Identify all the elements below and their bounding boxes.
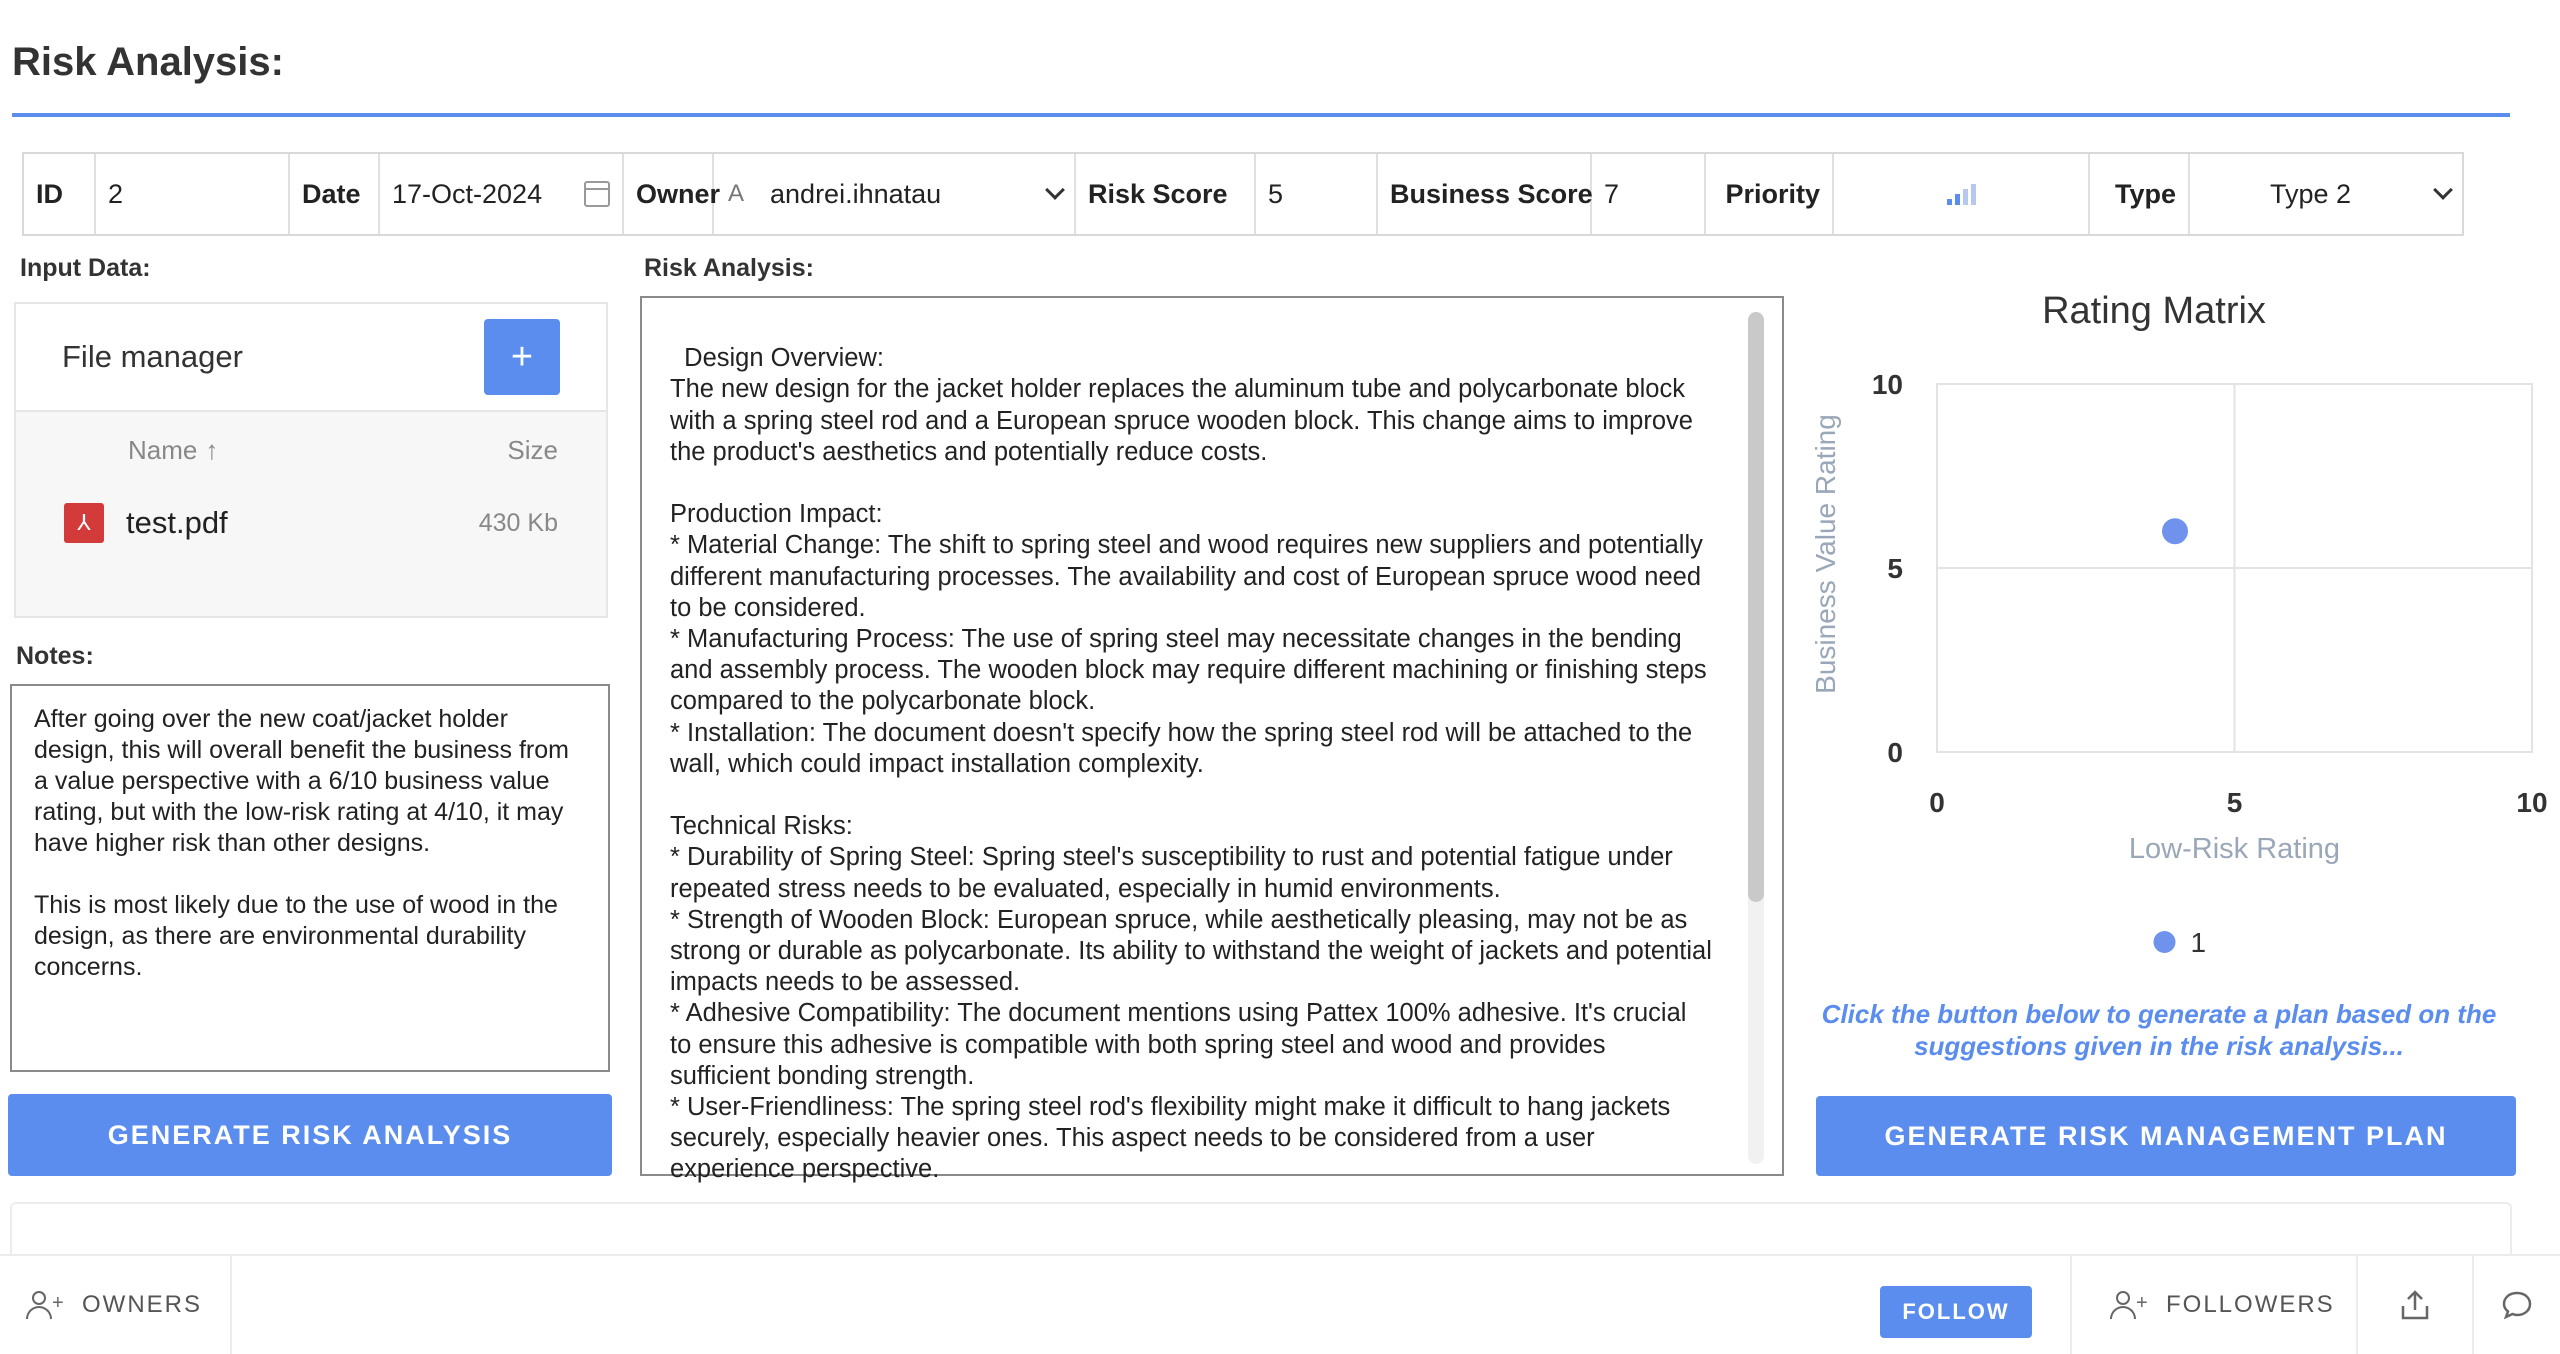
name-column-header[interactable]: Name ↑ [128,434,219,465]
x-tick-label: 5 [2226,787,2243,818]
generate-risk-management-plan-button[interactable]: GENERATE RISK MANAGEMENT PLAN [1816,1096,2516,1176]
id-value: 2 [96,154,290,234]
chart-title: Rating Matrix [2042,290,2266,332]
generate-risk-analysis-button[interactable]: GENERATE RISK ANALYSIS [8,1094,612,1176]
priority-bars-icon [1947,183,1976,205]
owners-label: OWNERS [82,1291,202,1318]
risk-analysis-label: Risk Analysis: [644,254,814,282]
business-score-value: 7 [1592,154,1706,234]
add-person-icon: + [2110,1291,2140,1319]
date-value: 17-Oct-2024 [392,178,543,209]
notes-label: Notes: [16,642,94,670]
x-axis-label: Low-Risk Rating [2128,833,2341,865]
owner-label: Owner [624,154,714,234]
data-point[interactable] [2162,518,2188,544]
y-tick-label: 5 [1887,553,1903,584]
owners-button[interactable] [26,1256,202,1354]
date-field[interactable] [380,154,624,234]
y-axis-label: Business Value Rating [1810,414,1841,694]
page-title: Risk Analysis: [12,40,284,84]
plan-hint-text: Click the button below to generate a plan based on the suggestions given in the risk analysis... [1821,999,2497,1061]
id-label: ID [24,154,96,234]
scrollbar-thumb[interactable] [1748,312,1764,902]
size-column-header[interactable]: Size [507,434,558,465]
owner-value: andrei.ihnatau [770,178,942,209]
file-row[interactable] [16,488,606,558]
x-tick-label: 10 [2516,787,2548,818]
chevron-down-icon[interactable] [2433,180,2453,200]
title-divider [12,113,2510,117]
followers-button[interactable] [2110,1256,2335,1354]
risk-analysis-scrollbar[interactable] [1748,312,1764,1164]
chevron-down-icon[interactable] [1045,180,1065,200]
priority-label: Priority [1706,154,1834,234]
priority-value [1834,154,2090,234]
calendar-icon[interactable] [584,181,610,207]
y-tick-label: 10 [1871,369,1903,400]
type-label: Type [2090,154,2190,234]
type-select[interactable] [2190,154,2462,234]
file-size: 430 Kb [478,508,558,537]
input-data-label: Input Data: [20,254,151,282]
business-score-label: Business Score [1378,154,1592,234]
share-button[interactable] [2358,1256,2472,1354]
risk-score-value: 5 [1256,154,1378,234]
follow-button[interactable]: FOLLOW [1880,1286,2032,1338]
risk-header-table [22,152,2464,236]
risk-analysis-text: Design Overview: The new design for the jacket holder replaces the aluminum tube and polycarbonate block with a spring steel rod and a European spruce wooden block. This change aims to improve the product's aesthetics and potentially reduce costs. Production Impact: * Material Change: The shift to spring steel and wood requires new suppliers and potentially different manufacturing processes. The availability and cost of European spruce wood need to be considered. * Manufacturing Process: The use of spring steel may necessitate changes in the bending and assembly process. The wooden block may require different machining or finishing steps compared to the polycarbonate block. * Installation: The document doesn't specify how the spring steel rod will be attached to the wall, which could impact installation complexity. Technical Risks: * Durability of Spring Steel: Spring steel's susceptibility to rust and potential fatigue under repeated stress needs to be evaluated, especially in humid environments. * Strength of Wooden Block: European spruce, while aesthetically pleasing, may not be as strong or durable as polycarbonate. Its ability to withstand the weight of jackets and potential impacts needs to be assessed. * Adhesive Compatibility: The document mentions using Pattex 100% adhesive. It's crucial to ensure this adhesive is compatible with both spring steel and wood and provides sufficient bonding strength. * User-Friendliness: The spring steel rod's flexibility might make it difficult to hang jackets securely, especially heavier ones. This aspect needs to be considered from a user experience perspective. [670,344,1712,1184]
footer-bar [0,1254,2560,1352]
sort-arrow-up-icon: ↑ [205,434,219,465]
notes-textarea[interactable]: After going over the new coat/jacket holder design, this will overall benefit the business from a value perspective with a 6/10 business value rating, but with the low-risk rating at 4/10, it may have higher risk than other designs. This is most likely due to the use of wood in the design, as there are environmental durability concerns. [10,684,610,1072]
type-value: Type 2 [2270,178,2352,209]
risk-analysis-textarea[interactable] [640,296,1784,1184]
legend-label[interactable]: 1 [2190,927,2207,958]
owner-avatar-icon: A [728,180,745,207]
legend-marker [2154,931,2176,953]
file-manager-title: File manager [62,339,243,374]
add-person-icon: + [26,1291,56,1319]
y-tick-label: 0 [1887,737,1903,768]
share-icon [2398,1288,2432,1322]
pdf-file-icon: ⅄ [64,503,104,543]
file-name[interactable]: test.pdf [126,505,228,540]
comment-icon [2500,1288,2534,1322]
file-manager [14,302,608,618]
comment-button[interactable] [2474,1256,2560,1354]
owner-select[interactable] [714,154,1076,234]
date-label: Date [290,154,380,234]
followers-label: FOLLOWERS [2166,1291,2335,1318]
risk-score-label: Risk Score [1076,154,1256,234]
x-tick-label: 0 [1929,787,1945,818]
add-file-button[interactable]: + [484,319,560,395]
rating-matrix-chart [1800,350,2548,1010]
bottom-panel [10,1202,2512,1262]
